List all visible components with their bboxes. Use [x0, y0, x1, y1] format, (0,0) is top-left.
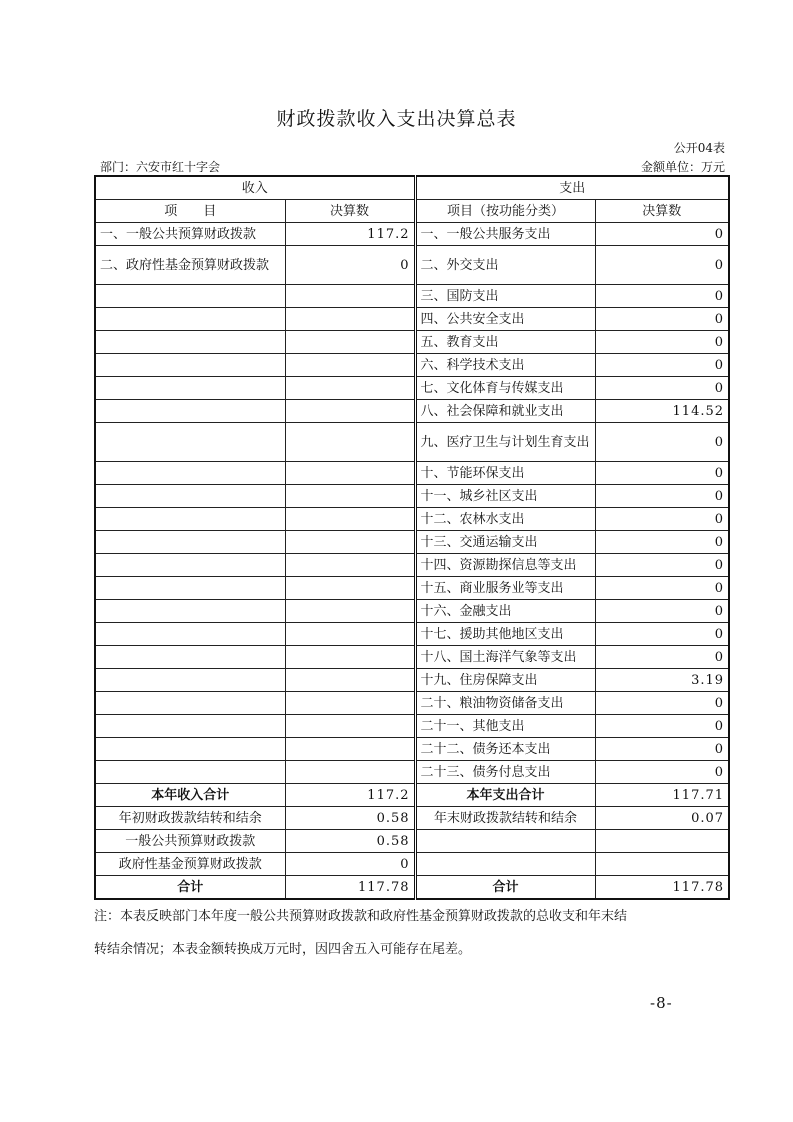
fund-budget-value: 0 — [285, 853, 415, 876]
income-item — [95, 623, 285, 646]
expense-amount: 0 — [595, 600, 729, 623]
income-item — [95, 577, 285, 600]
expense-item: 四、公共安全支出 — [415, 308, 595, 331]
income-amount: 0 — [285, 246, 415, 285]
expense-item: 十三、交通运输支出 — [415, 531, 595, 554]
fund-budget-label: 政府性基金预算财政拨款 — [95, 853, 285, 876]
income-amount — [285, 423, 415, 462]
table-row — [95, 715, 729, 738]
item-func-header: 项目（按功能分类） — [415, 200, 595, 223]
department-label: 部门：六安市红十字会 — [100, 160, 221, 174]
expense-amount: 0 — [595, 462, 729, 485]
expense-item: 十七、援助其他地区支出 — [415, 623, 595, 646]
table-body — [95, 223, 729, 784]
expense-amount: 0 — [595, 423, 729, 462]
expense-amount: 0 — [595, 623, 729, 646]
income-amount — [285, 354, 415, 377]
income-amount: 117.2 — [285, 223, 415, 246]
income-item — [95, 600, 285, 623]
expense-amount: 0 — [595, 577, 729, 600]
empty-cell — [595, 830, 729, 853]
expense-item: 二十、粮油物资储备支出 — [415, 692, 595, 715]
income-item — [95, 531, 285, 554]
expense-amount: 0 — [595, 761, 729, 784]
empty-cell — [415, 830, 595, 853]
expense-amount: 114.52 — [595, 400, 729, 423]
table-row — [95, 554, 729, 577]
income-item — [95, 331, 285, 354]
expense-item: 十九、住房保障支出 — [415, 669, 595, 692]
table-row — [95, 377, 729, 400]
expense-item: 二十二、债务还本支出 — [415, 738, 595, 761]
table-row — [95, 761, 729, 784]
total-expense-label: 合计 — [415, 876, 595, 900]
expense-item: 十六、金融支出 — [415, 600, 595, 623]
table-row — [95, 692, 729, 715]
table-row — [95, 308, 729, 331]
expense-amount: 0 — [595, 354, 729, 377]
amount-header-2: 决算数 — [595, 200, 729, 223]
expense-item: 十八、国土海洋气象等支出 — [415, 646, 595, 669]
expense-amount: 0 — [595, 508, 729, 531]
income-item — [95, 508, 285, 531]
expense-amount: 0 — [595, 377, 729, 400]
table-row — [95, 423, 729, 462]
expense-amount: 0 — [595, 331, 729, 354]
expense-item: 十二、农林水支出 — [415, 508, 595, 531]
unit-label: 金额单位：万元 — [640, 160, 725, 174]
table-row — [95, 485, 729, 508]
expense-amount: 0 — [595, 246, 729, 285]
income-amount — [285, 577, 415, 600]
income-item — [95, 377, 285, 400]
expense-item: 十五、商业服务业等支出 — [415, 577, 595, 600]
table-row — [95, 462, 729, 485]
amount-header: 决算数 — [285, 200, 415, 223]
income-amount — [285, 400, 415, 423]
expense-item: 十、节能环保支出 — [415, 462, 595, 485]
expense-item: 八、社会保障和就业支出 — [415, 400, 595, 423]
income-item — [95, 692, 285, 715]
expense-amount: 0 — [595, 308, 729, 331]
income-amount — [285, 738, 415, 761]
income-item — [95, 462, 285, 485]
expense-amount: 0 — [595, 223, 729, 246]
expense-item: 九、医疗卫生与计划生育支出 — [415, 423, 595, 462]
table-row — [95, 531, 729, 554]
year-income-label: 本年收入合计 — [95, 784, 285, 807]
expense-amount: 0 — [595, 485, 729, 508]
form-number: 公开04表 — [673, 141, 725, 155]
expense-item: 一、一般公共服务支出 — [415, 223, 595, 246]
income-amount — [285, 692, 415, 715]
expense-amount: 0 — [595, 646, 729, 669]
expense-item: 三、国防支出 — [415, 285, 595, 308]
income-amount — [285, 308, 415, 331]
footnote-line-1: 注：本表反映部门本年度一般公共预算财政拨款和政府性基金预算财政拨款的总收支和年末结 — [94, 909, 628, 924]
expense-amount: 0 — [595, 692, 729, 715]
income-item — [95, 308, 285, 331]
income-amount — [285, 646, 415, 669]
expense-item: 二十一、其他支出 — [415, 715, 595, 738]
table-row — [95, 669, 729, 692]
table-row — [95, 354, 729, 377]
page-title: 财政拨款收入支出决算总表 — [276, 108, 517, 130]
page-number: -8- — [650, 994, 673, 1012]
table-row — [95, 246, 729, 285]
begin-balance-value: 0.58 — [285, 807, 415, 830]
empty-cell — [595, 853, 729, 876]
income-amount — [285, 623, 415, 646]
expense-header: 支出 — [415, 176, 729, 200]
year-income-value: 117.2 — [285, 784, 415, 807]
expense-amount: 0 — [595, 738, 729, 761]
income-item — [95, 738, 285, 761]
table-row — [95, 285, 729, 308]
general-budget-value: 0.58 — [285, 830, 415, 853]
income-amount — [285, 377, 415, 400]
income-item — [95, 485, 285, 508]
income-amount — [285, 554, 415, 577]
table-row — [95, 623, 729, 646]
income-item: 二、政府性基金预算财政拨款 — [95, 246, 285, 285]
expense-item: 五、教育支出 — [415, 331, 595, 354]
year-expense-value: 117.71 — [595, 784, 729, 807]
year-expense-label: 本年支出合计 — [415, 784, 595, 807]
table-row — [95, 223, 729, 246]
table-row — [95, 400, 729, 423]
general-budget-label: 一般公共预算财政拨款 — [95, 830, 285, 853]
total-expense-value: 117.78 — [595, 876, 729, 900]
income-item: 一、一般公共预算财政拨款 — [95, 223, 285, 246]
expense-item: 十一、城乡社区支出 — [415, 485, 595, 508]
income-amount — [285, 285, 415, 308]
begin-balance-label: 年初财政拨款结转和结余 — [95, 807, 285, 830]
expense-item: 十四、资源勘探信息等支出 — [415, 554, 595, 577]
expense-amount: 0 — [595, 554, 729, 577]
end-balance-label: 年末财政拨款结转和结余 — [415, 807, 595, 830]
income-amount — [285, 761, 415, 784]
income-amount — [285, 600, 415, 623]
item-header: 项 目 — [95, 200, 285, 223]
income-item — [95, 285, 285, 308]
table-row — [95, 738, 729, 761]
table-row — [95, 646, 729, 669]
income-amount — [285, 331, 415, 354]
table-row — [95, 508, 729, 531]
income-header: 收入 — [95, 176, 415, 200]
expense-item: 二、外交支出 — [415, 246, 595, 285]
income-amount — [285, 485, 415, 508]
income-amount — [285, 669, 415, 692]
income-amount — [285, 715, 415, 738]
expense-amount: 0 — [595, 285, 729, 308]
total-income-label: 合计 — [95, 876, 285, 900]
table-row — [95, 331, 729, 354]
expense-amount: 0 — [595, 531, 729, 554]
income-item — [95, 400, 285, 423]
income-item — [95, 715, 285, 738]
expense-item: 二十三、债务付息支出 — [415, 761, 595, 784]
income-item — [95, 646, 285, 669]
budget-table — [94, 175, 730, 900]
income-item — [95, 354, 285, 377]
income-item — [95, 423, 285, 462]
income-amount — [285, 531, 415, 554]
expense-amount: 0 — [595, 715, 729, 738]
expense-amount: 3.19 — [595, 669, 729, 692]
empty-cell — [415, 853, 595, 876]
income-item — [95, 669, 285, 692]
expense-item: 七、文化体育与传媒支出 — [415, 377, 595, 400]
income-amount — [285, 462, 415, 485]
income-item — [95, 554, 285, 577]
end-balance-value: 0.07 — [595, 807, 729, 830]
total-income-value: 117.78 — [285, 876, 415, 900]
income-item — [95, 761, 285, 784]
income-amount — [285, 508, 415, 531]
table-row — [95, 577, 729, 600]
expense-item: 六、科学技术支出 — [415, 354, 595, 377]
table-row — [95, 600, 729, 623]
footnote-line-2: 转结余情况；本表金额转换成万元时，因四舍五入可能存在尾差。 — [94, 942, 472, 957]
